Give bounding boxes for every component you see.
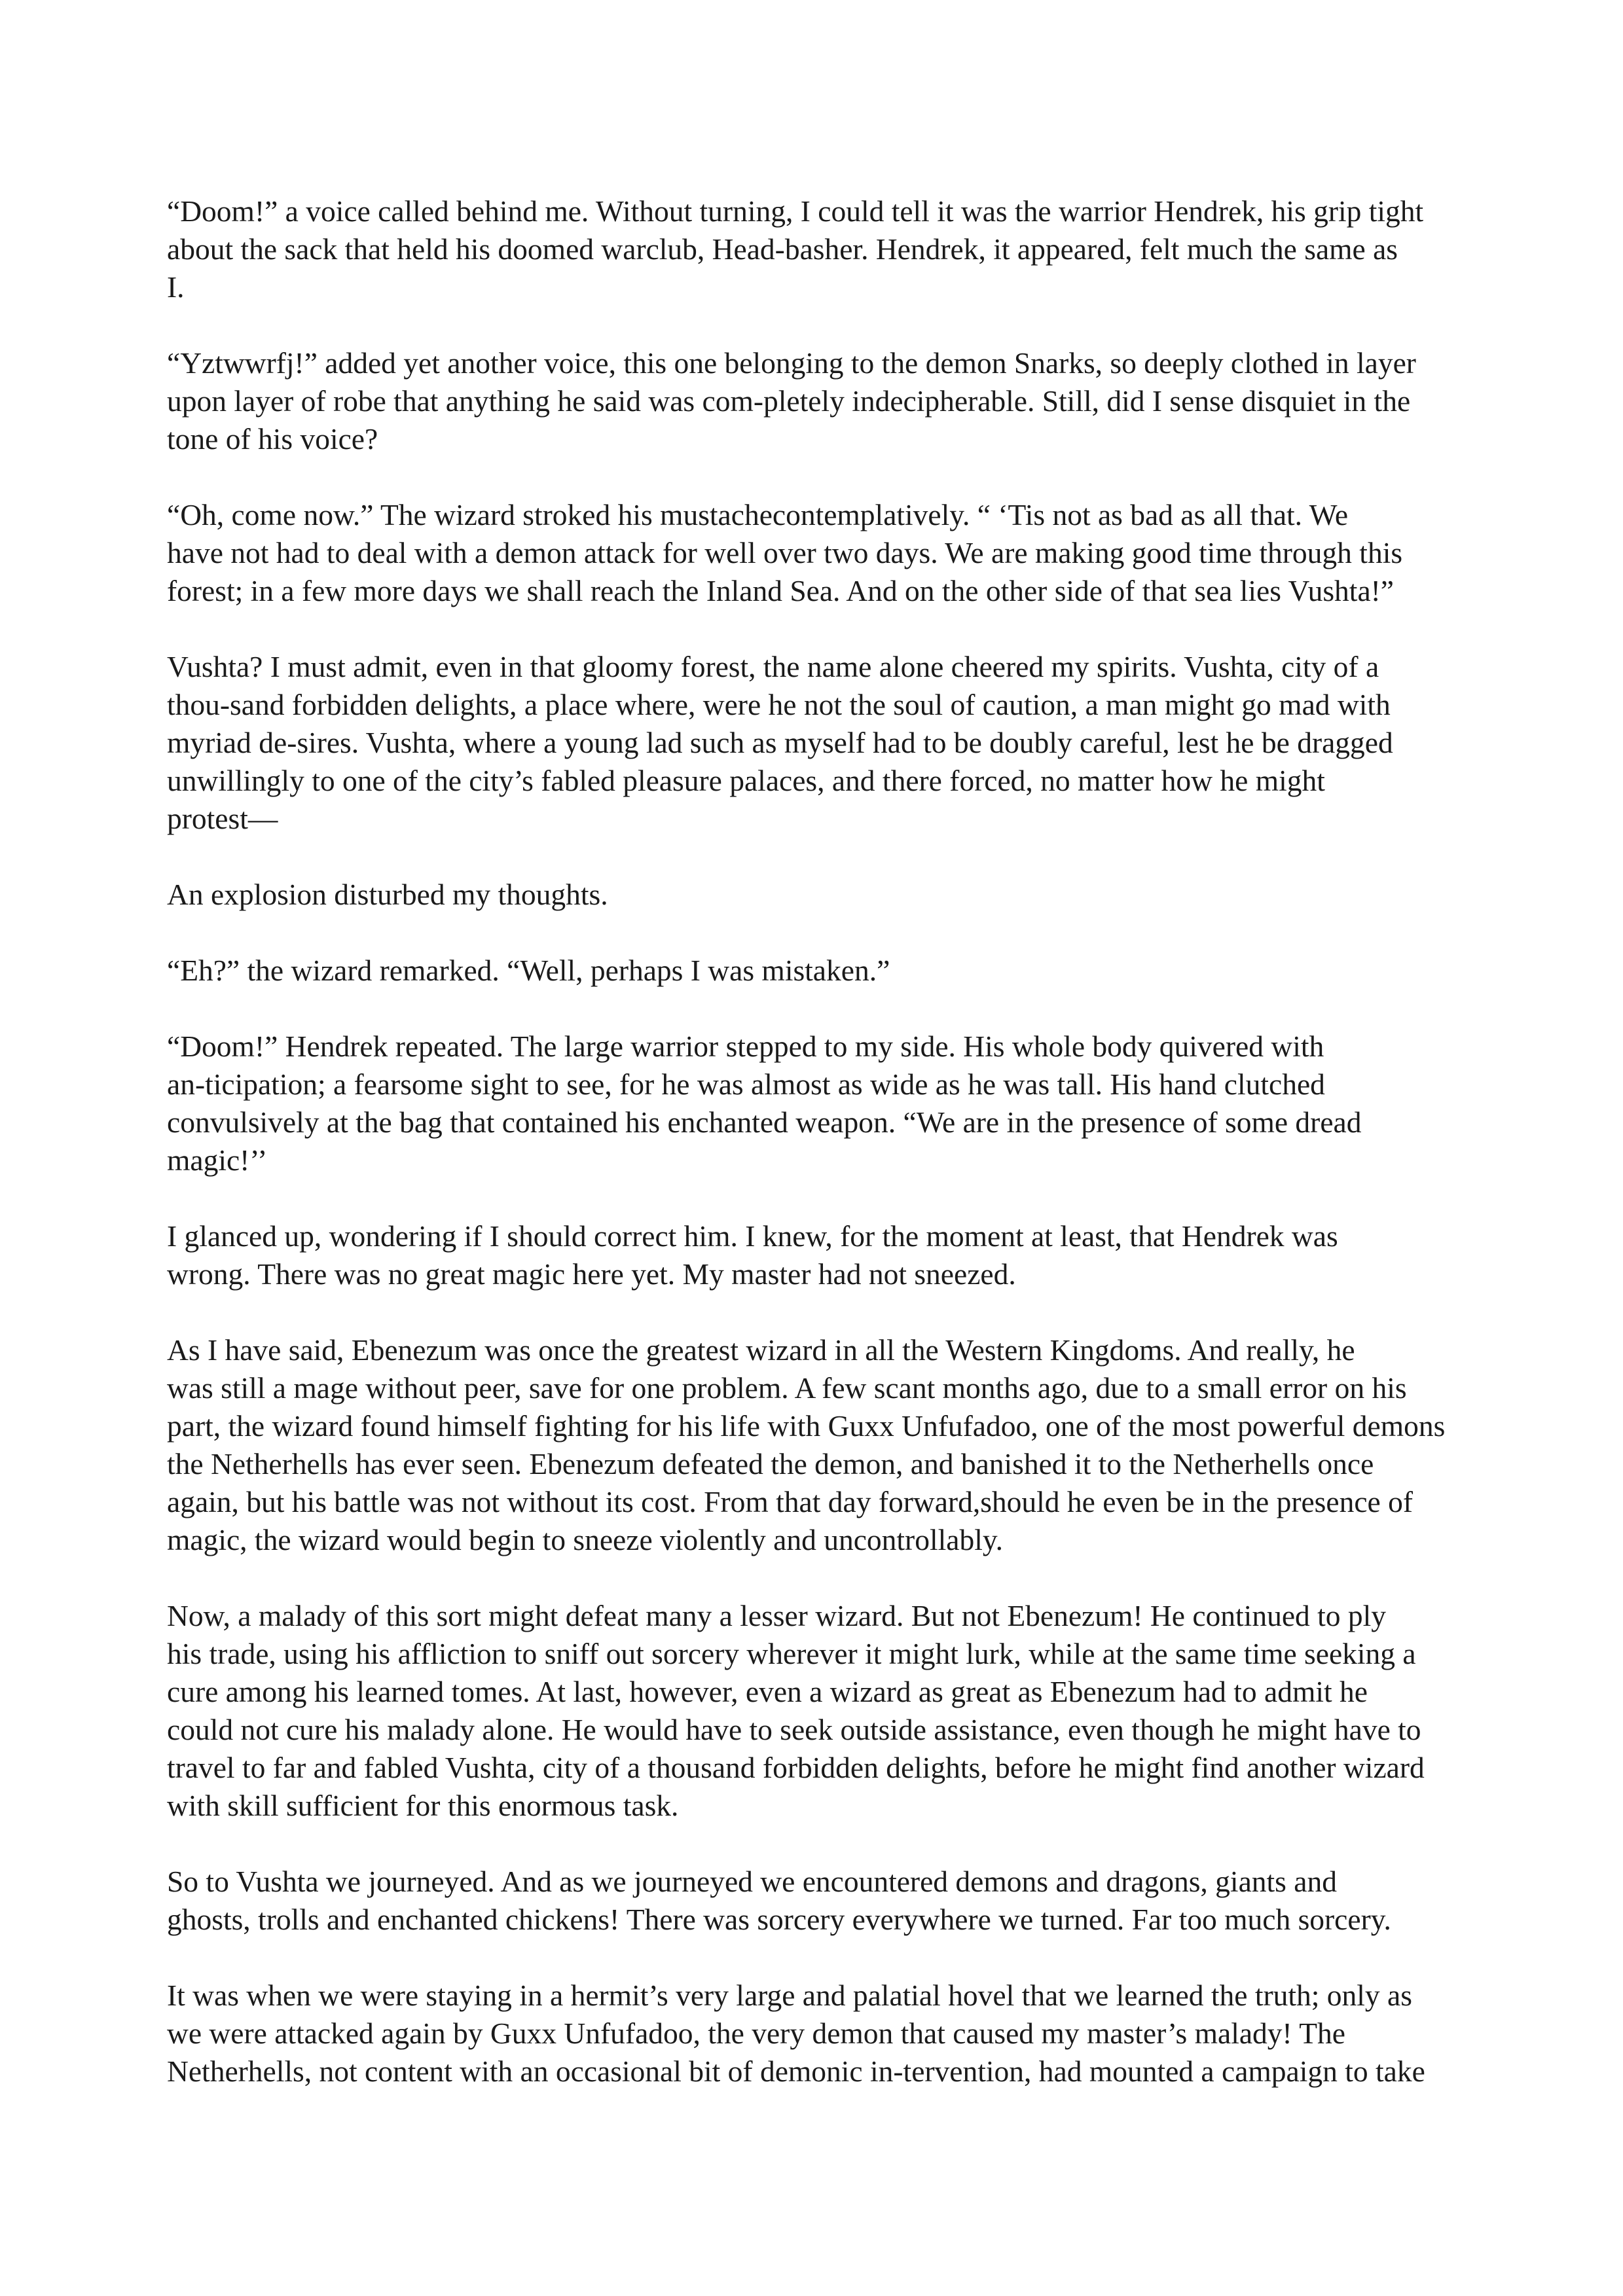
text-line: part, the wizard found himself fighting for his life with Guxx Unfufadoo, one of the most powerful demons [167, 1409, 1446, 1443]
text-line: Now, a malady of this sort might defeat many a lesser wizard. But not Ebenezum! He continued to ply [167, 1599, 1387, 1632]
paragraph [167, 496, 1470, 610]
text-line: It was when we were staying in a hermit’s very large and palatial hovel that we learned the truth; only as [167, 1979, 1412, 2012]
paragraph [167, 952, 1470, 990]
text-line: An explosion disturbed my thoughts. [167, 878, 608, 911]
text-line: an-ticipation; a fearsome sight to see, for he was almost as wide as he was tall. His hand clutched [167, 1067, 1325, 1101]
text-line: So to Vushta we journeyed. And as we journeyed we encountered demons and dragons, giants and [167, 1865, 1337, 1898]
text-line: magic!’’ [167, 1143, 268, 1177]
paragraph [167, 1028, 1470, 1179]
text-line: Vushta? I must admit, even in that gloomy forest, the name alone cheered my spirits. Vushta, city of a [167, 650, 1379, 683]
text-line: convulsively at the bag that contained his enchanted weapon. “We are in the presence of some dread [167, 1105, 1362, 1139]
text-line: we were attacked again by Guxx Unfufadoo, the very demon that caused my master’s malady! The [167, 2017, 1346, 2050]
paragraph [167, 1217, 1470, 1293]
paragraph [167, 192, 1470, 306]
text-line: protest— [167, 802, 278, 835]
paragraph [167, 1977, 1470, 2090]
paragraph [167, 1597, 1470, 1825]
text-line: the Netherhells has ever seen. Ebenezum defeated the demon, and banished it to the Netherhells once [167, 1447, 1374, 1480]
text-line: tone of his voice? [167, 422, 378, 456]
text-line: “Doom!” a voice called behind me. Without turning, I could tell it was the warrior Hendrek, his grip tight [167, 194, 1424, 228]
text-line: unwillingly to one of the city’s fabled pleasure palaces, and there forced, no matter how he might [167, 764, 1325, 797]
text-line: with skill sufficient for this enormous task. [167, 1789, 679, 1822]
text-line: I glanced up, wondering if I should correct him. I knew, for the moment at least, that Hendrek was [167, 1219, 1338, 1253]
text-line: ghosts, trolls and enchanted chickens! There was sorcery everywhere we turned. Far too much sorcery. [167, 1903, 1391, 1936]
text-line: As I have said, Ebenezum was once the greatest wizard in all the Western Kingdoms. And really, he [167, 1333, 1355, 1367]
text-line: “Doom!” Hendrek repeated. The large warrior stepped to my side. His whole body quivered with [167, 1030, 1324, 1063]
text-line: forest; in a few more days we shall reach the Inland Sea. And on the other side of that sea lies Vushta!” [167, 574, 1394, 607]
text-line: was still a mage without peer, save for one problem. A few scant months ago, due to a small error on his [167, 1371, 1407, 1405]
text-line: thou-sand forbidden delights, a place where, were he not the soul of caution, a man might go mad with [167, 688, 1391, 721]
paragraph [167, 648, 1470, 838]
text-line: his trade, using his affliction to sniff out sorcery wherever it might lurk, while at the same time seeking a [167, 1637, 1416, 1670]
text-line: “Eh?” the wizard remarked. “Well, perhaps I was mistaken.” [167, 954, 890, 987]
paragraph [167, 1331, 1470, 1559]
text-line: I. [167, 270, 185, 304]
text-line: about the sack that held his doomed warclub, Head-basher. Hendrek, it appeared, felt much the same as [167, 232, 1398, 266]
text-line: Netherhells, not content with an occasional bit of demonic in-tervention, had mounted a campaign to take [167, 2054, 1425, 2088]
text-line: myriad de-sires. Vushta, where a young lad such as myself had to be doubly careful, lest he be dragged [167, 726, 1393, 759]
text-line: could not cure his malady alone. He would have to seek outside assistance, even though he might have to [167, 1713, 1421, 1746]
text-line: have not had to deal with a demon attack for well over two days. We are making good time through this [167, 536, 1403, 569]
text-line: “Yztwwrfj!” added yet another voice, this one belonging to the demon Snarks, so deeply clothed in layer [167, 346, 1416, 380]
text-line: cure among his learned tomes. At last, however, even a wizard as great as Ebenezum had to admit he [167, 1675, 1368, 1708]
paragraph [167, 876, 1470, 914]
paragraph [167, 1863, 1470, 1939]
text-line: magic, the wizard would begin to sneeze violently and uncontrollably. [167, 1523, 1003, 1556]
text-line: upon layer of robe that anything he said was com-pletely indecipherable. Still, did I sense disquiet in the [167, 384, 1411, 418]
text-line: travel to far and fabled Vushta, city of a thousand forbidden delights, before he might find another wizard [167, 1751, 1425, 1784]
text-line: again, but his battle was not without its cost. From that day forward,should he even be in the presence of [167, 1485, 1413, 1518]
body-text [167, 192, 1470, 2090]
paragraph [167, 344, 1470, 458]
text-line: wrong. There was no great magic here yet. My master had not sneezed. [167, 1257, 1016, 1291]
text-line: “Oh, come now.” The wizard stroked his mustachecontemplatively. “ ‘Tis not as bad as all that. We [167, 498, 1349, 531]
